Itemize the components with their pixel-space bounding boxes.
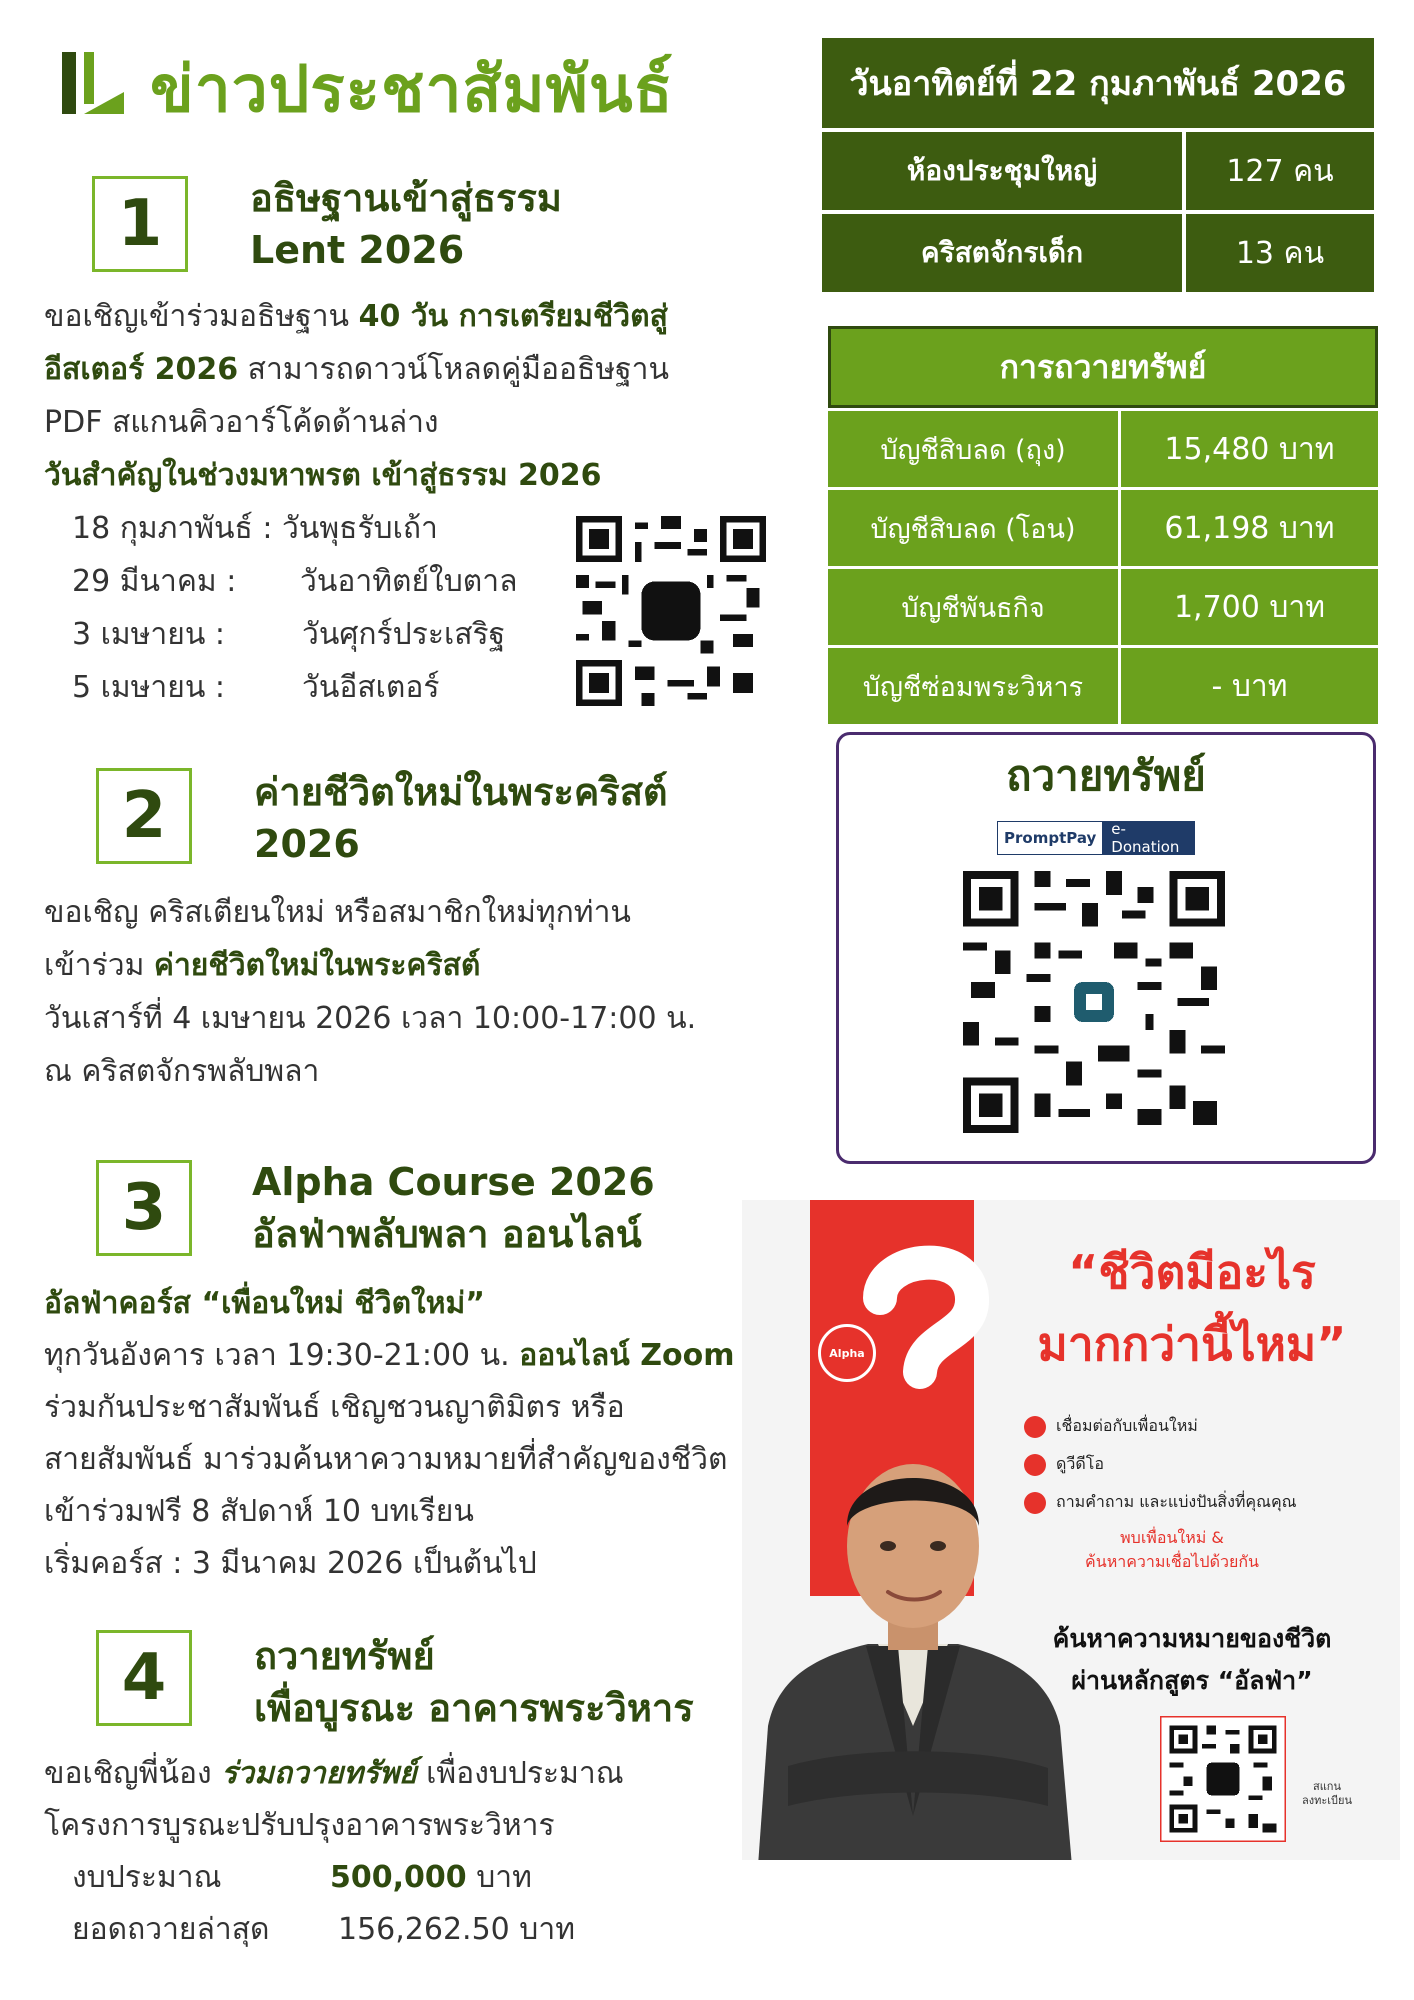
key-date-name: วันอาทิตย์ใบตาล xyxy=(300,564,518,599)
attendance-value: 13 คน xyxy=(1235,235,1325,271)
section-4-number: 4 xyxy=(96,1630,192,1726)
budget-value: 500,000 xyxy=(330,1860,467,1895)
donation-title: ถวายทรัพย์ xyxy=(1006,751,1206,800)
latest-donation-value: 156,262.50 บาท xyxy=(338,1912,575,1947)
section-1-number: 1 xyxy=(92,176,188,272)
section-3-title xyxy=(252,1156,655,1260)
promo-scan-label xyxy=(1302,1780,1352,1808)
promo-scan-line2: ลงทะเบียน xyxy=(1302,1794,1352,1807)
key-date-name: วันศุกร์ประเสริฐ xyxy=(302,617,506,652)
key-date-row xyxy=(72,661,517,714)
section-1-body xyxy=(44,290,669,502)
section-4-title xyxy=(254,1630,694,1734)
s1-text: สามารถดาวน์โหลดคู่มืออธิษฐาน xyxy=(238,352,670,387)
promo-headline-line2: มากกว่านี้ไหม” xyxy=(1037,1317,1347,1371)
s4-text: โครงการบูรณะปรับปรุงอาคารพระวิหาร xyxy=(44,1808,555,1843)
presenter-photo xyxy=(748,1396,1078,1860)
offering-label: บัญชีสิบลด (ถุง) xyxy=(828,411,1121,487)
s1-text-bold: อีสเตอร์ 2026 xyxy=(44,352,239,387)
s1-text-bold: 40 วัน การเตรียมชีวิตสู่ xyxy=(358,299,668,334)
s1-text: ขอเชิญเข้าร่วมอธิษฐาน xyxy=(44,299,359,334)
s2-text: ณ คริสตจักรพลับพลา xyxy=(44,1054,320,1089)
promo-tagline-line1: พบเพื่อนใหม่ & xyxy=(1120,1528,1224,1547)
donation-qr-code[interactable] xyxy=(963,871,1225,1133)
attendance-label: คริสตจักรเด็ก xyxy=(822,214,1186,292)
promo-tagline xyxy=(1042,1526,1302,1574)
alpha-question-mark-icon xyxy=(860,1236,990,1416)
s3-text: ทุกวันอังคาร เวลา 19:30-21:00 น. xyxy=(44,1338,520,1373)
promo-subheadline-line1: ค้นหาความหมายของชีวิต xyxy=(1052,1624,1332,1653)
s2-text: ขอเชิญ คริสเตียนใหม่ หรือสมาชิกใหม่ทุกท่าน xyxy=(44,895,631,930)
s2-text: วันเสาร์ที่ 4 เมษายน 2026 เวลา 10:00-17:00 น. xyxy=(44,1001,697,1036)
offering-row xyxy=(828,645,1378,724)
latest-donation-label: ยอดถวายล่าสุด xyxy=(72,1912,270,1947)
offering-value: 1,700 บาท xyxy=(1173,589,1326,625)
offering-label: บัญชีพันธกิจ xyxy=(828,569,1121,645)
attendance-value: 127 คน xyxy=(1226,153,1334,189)
promo-headline xyxy=(992,1236,1392,1380)
offering-row xyxy=(828,487,1378,566)
section-2-title xyxy=(254,766,668,870)
section-4-title-line2: เพื่อบูรณะ อาคารพระวิหาร xyxy=(254,1686,694,1730)
s3-text: ร่วมกันประชาสัมพันธ์ เชิญชวนญาติมิตร หรือ xyxy=(44,1390,625,1425)
section-1-title-line1: อธิษฐานเข้าสู่ธรรม xyxy=(250,176,562,220)
key-dates-list xyxy=(72,502,517,714)
section-2-title-line1: ค่ายชีวิตใหม่ในพระคริสต์ xyxy=(254,770,668,814)
key-date-name: วันพุธรับเถ้า xyxy=(282,511,438,546)
church-logo xyxy=(62,52,124,114)
section-4-body xyxy=(44,1748,624,1852)
attendance-row xyxy=(822,214,1374,296)
key-date: 29 มีนาคม : xyxy=(72,564,237,599)
alpha-register-qr-code[interactable] xyxy=(1160,1716,1286,1842)
promo-feature-text: ดูวีดีโอ xyxy=(1056,1454,1104,1473)
alpha-promo-banner[interactable] xyxy=(742,1200,1400,1860)
s4-text-bold: ร่วมถวายทรัพย์ xyxy=(221,1756,417,1791)
key-date-name: วันอีสเตอร์ xyxy=(302,670,440,705)
s4-text: เพื่องบประมาณ xyxy=(416,1756,624,1791)
offering-table xyxy=(828,326,1378,724)
alpha-logo-badge: Alpha xyxy=(818,1324,876,1382)
s3-text: เริ่มคอร์ส : 3 มีนาคม 2026 เป็นต้นไป xyxy=(44,1546,537,1581)
promptpay-label: PromptPay xyxy=(998,822,1103,854)
key-date: 3 เมษายน : xyxy=(72,617,226,652)
promo-tagline-line2: ค้นหาความเชื่อไปด้วยกัน xyxy=(1085,1552,1259,1571)
section-3-body xyxy=(44,1278,734,1590)
attendance-row xyxy=(822,132,1374,214)
s2-text-bold: ค่ายชีวิตใหม่ในพระคริสต์ xyxy=(153,948,481,983)
section-3-number: 3 xyxy=(96,1160,192,1256)
attendance-date: วันอาทิตย์ที่ 22 กุมภาพันธ์ 2026 xyxy=(822,38,1374,132)
budget-summary xyxy=(72,1852,575,1956)
s2-text: เข้าร่วม xyxy=(44,948,154,983)
section-2-title-line2: 2026 xyxy=(254,822,360,866)
offering-value: - บาท xyxy=(1211,668,1288,704)
key-date: 5 เมษายน : xyxy=(72,670,226,705)
offering-row xyxy=(828,408,1378,487)
offering-label: บัญชีซ่อมพระวิหาร xyxy=(828,648,1121,724)
s1-key-dates-heading: วันสำคัญในช่วงมหาพรต เข้าสู่ธรรม 2026 xyxy=(44,458,602,493)
offering-value: 61,198 บาท xyxy=(1164,510,1335,546)
key-date: 18 กุมภาพันธ์ : xyxy=(72,511,273,546)
section-2-body xyxy=(44,886,696,1098)
promo-subheadline-line2: ผ่านหลักสูตร “อัลฟ่า” xyxy=(1071,1666,1313,1695)
budget-unit: บาท xyxy=(476,1860,532,1895)
section-2-number: 2 xyxy=(96,768,192,864)
key-date-row xyxy=(72,608,517,661)
s3-text: สายสัมพันธ์ มาร่วมค้นหาความหมายที่สำคัญของชีวิต xyxy=(44,1442,728,1477)
s4-text: ขอเชิญพี่น้อง xyxy=(44,1756,222,1791)
s3-course-name: อัลฟ่าคอร์ส “เพื่อนใหม่ ชีวิตใหม่” xyxy=(44,1286,485,1321)
section-3-title-line2: อัลฟ่าพลับพลา ออนไลน์ xyxy=(252,1212,642,1256)
promo-feature-text: เชื่อมต่อกับเพื่อนใหม่ xyxy=(1056,1416,1198,1435)
e-donation-label: e-Donation xyxy=(1103,822,1194,854)
s1-text: PDF สแกนคิวอาร์โค้ดด้านล่าง xyxy=(44,405,439,440)
attendance-table xyxy=(822,38,1374,296)
budget-label: งบประมาณ xyxy=(72,1860,222,1895)
key-date-row xyxy=(72,555,517,608)
key-date-row xyxy=(72,502,517,555)
promo-scan-line1: สแกน xyxy=(1313,1780,1341,1793)
section-1-title-line2: Lent 2026 xyxy=(250,228,465,272)
attendance-label: ห้องประชุมใหญ่ xyxy=(822,132,1186,210)
offering-value: 15,480 บาท xyxy=(1164,431,1335,467)
promo-feature-text: ถามคำถาม และแบ่งปันสิ่งที่คุณคุณ xyxy=(1056,1492,1297,1511)
section-4-title-line1: ถวายทรัพย์ xyxy=(254,1634,435,1678)
page-title: ข่าวประชาสัมพันธ์ xyxy=(150,53,674,127)
offering-title: การถวายทรัพย์ xyxy=(828,326,1378,408)
section-1-title xyxy=(250,172,562,276)
s3-text: เข้าร่วมฟรี 8 สัปดาห์ 10 บทเรียน xyxy=(44,1494,474,1529)
s3-text-bold: ออนไลน์ Zoom xyxy=(519,1338,735,1373)
offering-row xyxy=(828,566,1378,645)
section-3-title-line1: Alpha Course 2026 xyxy=(252,1160,655,1204)
donation-box xyxy=(836,732,1376,1164)
offering-label: บัญชีสิบลด (โอน) xyxy=(828,490,1121,566)
lent-guide-qr-code[interactable] xyxy=(576,516,766,706)
promo-headline-line1: “ชีวิตมีอะไร xyxy=(1068,1245,1316,1299)
promptpay-badge xyxy=(997,821,1195,855)
